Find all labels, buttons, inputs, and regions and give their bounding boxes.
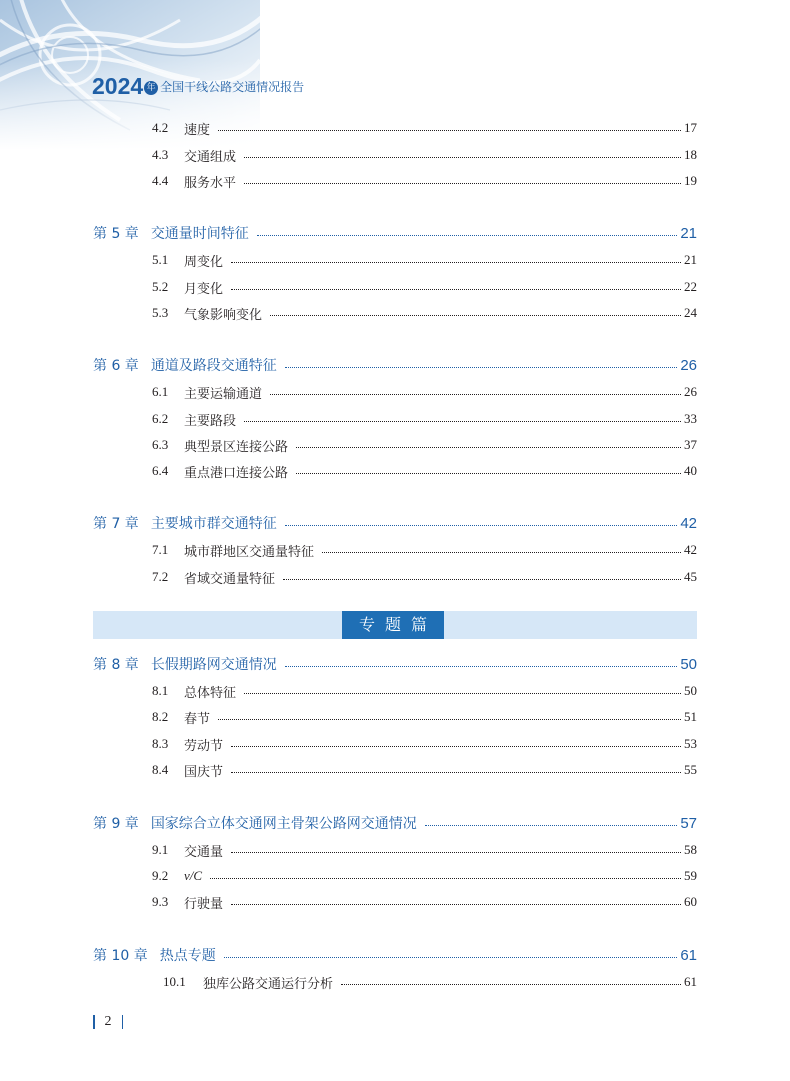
toc-section-title: 服务水平 bbox=[184, 175, 237, 191]
toc-section-number: 10.1 bbox=[163, 974, 186, 989]
toc-section-entry[interactable] bbox=[152, 118, 697, 138]
toc-section-page: 45 bbox=[684, 569, 697, 584]
year-mark-badge: 年 bbox=[144, 81, 158, 95]
toc-chapter-page: 21 bbox=[680, 224, 697, 242]
toc-section-page: 40 bbox=[684, 463, 697, 478]
toc-dot-leader bbox=[285, 666, 678, 667]
toc-section-entry[interactable] bbox=[152, 707, 697, 727]
toc-section-number: 5.2 bbox=[152, 279, 169, 294]
toc-dot-leader bbox=[231, 852, 681, 853]
toc-chapter-page: 50 bbox=[680, 655, 697, 673]
toc-section-title: 速度 bbox=[184, 122, 211, 138]
report-year: 2024 bbox=[92, 73, 144, 99]
toc-section-title: 行驶量 bbox=[184, 896, 224, 912]
toc-section-title: 总体特征 bbox=[184, 685, 237, 701]
toc-section-number: 6.1 bbox=[152, 384, 169, 399]
toc-section-page: 59 bbox=[684, 868, 697, 883]
toc-chapter-title: 通道及路段交通特征 bbox=[150, 358, 277, 374]
toc-dot-leader bbox=[224, 957, 678, 958]
toc-dot-leader bbox=[257, 235, 678, 236]
toc-section-number: 5.1 bbox=[152, 252, 169, 267]
toc-section-number: 8.1 bbox=[152, 683, 169, 698]
toc-dot-leader bbox=[210, 878, 681, 879]
toc-section-page: 53 bbox=[684, 736, 697, 751]
toc-section-page: 26 bbox=[684, 384, 697, 399]
toc-section-entry[interactable] bbox=[152, 734, 697, 754]
toc-chapter-label: 第 8 章 bbox=[93, 657, 139, 673]
toc-dot-leader bbox=[231, 904, 681, 905]
toc-section-number: 4.3 bbox=[152, 147, 169, 162]
toc-section-number: 8.4 bbox=[152, 762, 169, 777]
toc-chapter-title: 国家综合立体交通网主骨架公路网交通情况 bbox=[150, 816, 417, 832]
toc-section-number: 9.2 bbox=[152, 868, 169, 883]
toc-section-page: 17 bbox=[684, 120, 697, 135]
toc-dot-leader bbox=[244, 157, 681, 158]
toc-section-entry[interactable] bbox=[152, 567, 697, 587]
toc-chapter-title: 热点专题 bbox=[159, 948, 216, 964]
toc-dot-leader bbox=[231, 262, 681, 263]
toc-section-entry[interactable] bbox=[152, 840, 697, 860]
toc-section-entry[interactable] bbox=[152, 681, 697, 701]
toc-section-entry[interactable] bbox=[152, 760, 697, 780]
toc-section-page: 22 bbox=[684, 279, 697, 294]
toc-section-page: 60 bbox=[684, 894, 697, 909]
toc-section-entry[interactable] bbox=[152, 540, 697, 560]
toc-dot-leader bbox=[341, 984, 681, 985]
toc-chapter-entry[interactable] bbox=[93, 222, 697, 244]
toc-section-number: 6.3 bbox=[152, 437, 169, 452]
toc-section-entry[interactable] bbox=[152, 461, 697, 481]
toc-dot-leader bbox=[231, 772, 681, 773]
toc-section-page: 61 bbox=[684, 974, 697, 989]
toc-section-page: 24 bbox=[684, 305, 697, 320]
toc-section-title: v/C bbox=[184, 868, 203, 883]
toc-section-page: 33 bbox=[684, 411, 697, 426]
toc-chapter-entry[interactable] bbox=[93, 944, 697, 966]
toc-chapter-entry[interactable] bbox=[93, 512, 697, 534]
toc-section-title: 城市群地区交通量特征 bbox=[184, 544, 315, 560]
toc-dot-leader bbox=[283, 579, 681, 580]
toc-section-entry[interactable] bbox=[152, 382, 697, 402]
toc-section-number: 6.2 bbox=[152, 411, 169, 426]
toc-chapter-entry[interactable] bbox=[93, 653, 697, 675]
toc-chapter-label: 第 10 章 bbox=[93, 948, 148, 964]
toc-section-title: 典型景区连接公路 bbox=[184, 439, 289, 455]
toc-section-page: 51 bbox=[684, 709, 697, 724]
toc-dot-leader bbox=[244, 693, 681, 694]
toc-section-title: 主要路段 bbox=[184, 413, 237, 429]
toc-dot-leader bbox=[296, 447, 681, 448]
toc-section-number: 5.3 bbox=[152, 305, 169, 320]
toc-dot-leader bbox=[270, 394, 681, 395]
toc-section-number: 6.4 bbox=[152, 463, 169, 478]
toc-chapter-entry[interactable] bbox=[93, 812, 697, 834]
toc-chapter-title: 主要城市群交通特征 bbox=[150, 516, 277, 532]
toc-section-page: 18 bbox=[684, 147, 697, 162]
toc-section-number: 4.4 bbox=[152, 173, 169, 188]
toc-dot-leader bbox=[425, 825, 678, 826]
toc-chapter-page: 61 bbox=[680, 946, 697, 964]
toc-chapter-label: 第 6 章 bbox=[93, 358, 139, 374]
toc-section-page: 19 bbox=[684, 173, 697, 188]
toc-chapter-entry[interactable] bbox=[93, 354, 697, 376]
toc-chapter-title: 长假期路网交通情况 bbox=[150, 657, 277, 673]
toc-section-title: 春节 bbox=[184, 711, 211, 727]
toc-section-entry[interactable] bbox=[152, 435, 697, 455]
toc-dot-leader bbox=[231, 746, 681, 747]
toc-section-title: 劳动节 bbox=[184, 738, 224, 754]
report-title: 全国干线公路交通情况报告 bbox=[160, 80, 305, 94]
toc-section-entry[interactable] bbox=[163, 972, 697, 992]
toc-section-title: 独库公路交通运行分析 bbox=[203, 976, 334, 992]
toc-section-number: 7.1 bbox=[152, 542, 169, 557]
toc-section-number: 7.2 bbox=[152, 569, 169, 584]
part-banner-label: 专题篇 bbox=[342, 611, 444, 639]
toc-section-title: 主要运输通道 bbox=[184, 386, 263, 402]
toc-section-entry[interactable] bbox=[152, 145, 697, 165]
toc-section-title: 交通量 bbox=[184, 844, 224, 860]
toc-dot-leader bbox=[270, 315, 681, 316]
toc-chapter-label: 第 9 章 bbox=[93, 816, 139, 832]
toc-dot-leader bbox=[322, 552, 681, 553]
toc-dot-leader bbox=[244, 421, 681, 422]
toc-dot-leader bbox=[218, 130, 681, 131]
toc-dot-leader bbox=[231, 289, 681, 290]
toc-section-page: 42 bbox=[684, 542, 697, 557]
toc-section-entry[interactable] bbox=[152, 892, 697, 912]
toc-section-title: 交通组成 bbox=[184, 149, 237, 165]
toc-section-entry[interactable] bbox=[152, 303, 697, 323]
toc-section-title: 省域交通量特征 bbox=[184, 571, 276, 587]
toc-dot-leader bbox=[296, 473, 681, 474]
toc-section-page: 21 bbox=[684, 252, 697, 267]
toc-section-entry[interactable] bbox=[152, 409, 697, 429]
report-header bbox=[92, 70, 304, 98]
toc-chapter-label: 第 5 章 bbox=[93, 226, 139, 242]
toc-section-title: 气象影响变化 bbox=[184, 307, 263, 323]
page-footer bbox=[93, 1014, 133, 1030]
toc-chapter-page: 57 bbox=[680, 814, 697, 832]
toc-section-number: 9.1 bbox=[152, 842, 169, 857]
toc-section-page: 55 bbox=[684, 762, 697, 777]
toc-section-entry[interactable] bbox=[152, 171, 697, 191]
toc-dot-leader bbox=[285, 367, 678, 368]
toc-dot-leader bbox=[218, 719, 681, 720]
toc-chapter-page: 42 bbox=[680, 514, 697, 532]
toc-section-page: 58 bbox=[684, 842, 697, 857]
toc-section-entry[interactable] bbox=[152, 277, 697, 297]
toc-section-title: 国庆节 bbox=[184, 764, 224, 780]
toc-section-title: 周变化 bbox=[184, 254, 224, 270]
toc-section-number: 4.2 bbox=[152, 120, 169, 135]
toc-section-entry[interactable] bbox=[152, 250, 697, 270]
footer-left-bar bbox=[93, 1015, 95, 1029]
toc-section-number: 8.3 bbox=[152, 736, 169, 751]
toc-dot-leader bbox=[244, 183, 681, 184]
toc-chapter-label: 第 7 章 bbox=[93, 516, 139, 532]
toc-chapter-title: 交通量时间特征 bbox=[150, 226, 249, 242]
page-number: 2 bbox=[104, 1014, 112, 1029]
toc-section-page: 37 bbox=[684, 437, 697, 452]
toc-section-number: 9.3 bbox=[152, 894, 169, 909]
toc-section-title: 重点港口连接公路 bbox=[184, 465, 289, 481]
toc-chapter-page: 26 bbox=[680, 356, 697, 374]
toc-section-number: 8.2 bbox=[152, 709, 169, 724]
toc-dot-leader bbox=[285, 525, 678, 526]
toc-section-page: 50 bbox=[684, 683, 697, 698]
toc-section-entry[interactable] bbox=[152, 866, 697, 886]
toc-section-title: 月变化 bbox=[184, 281, 224, 297]
footer-right-bar bbox=[122, 1015, 124, 1029]
